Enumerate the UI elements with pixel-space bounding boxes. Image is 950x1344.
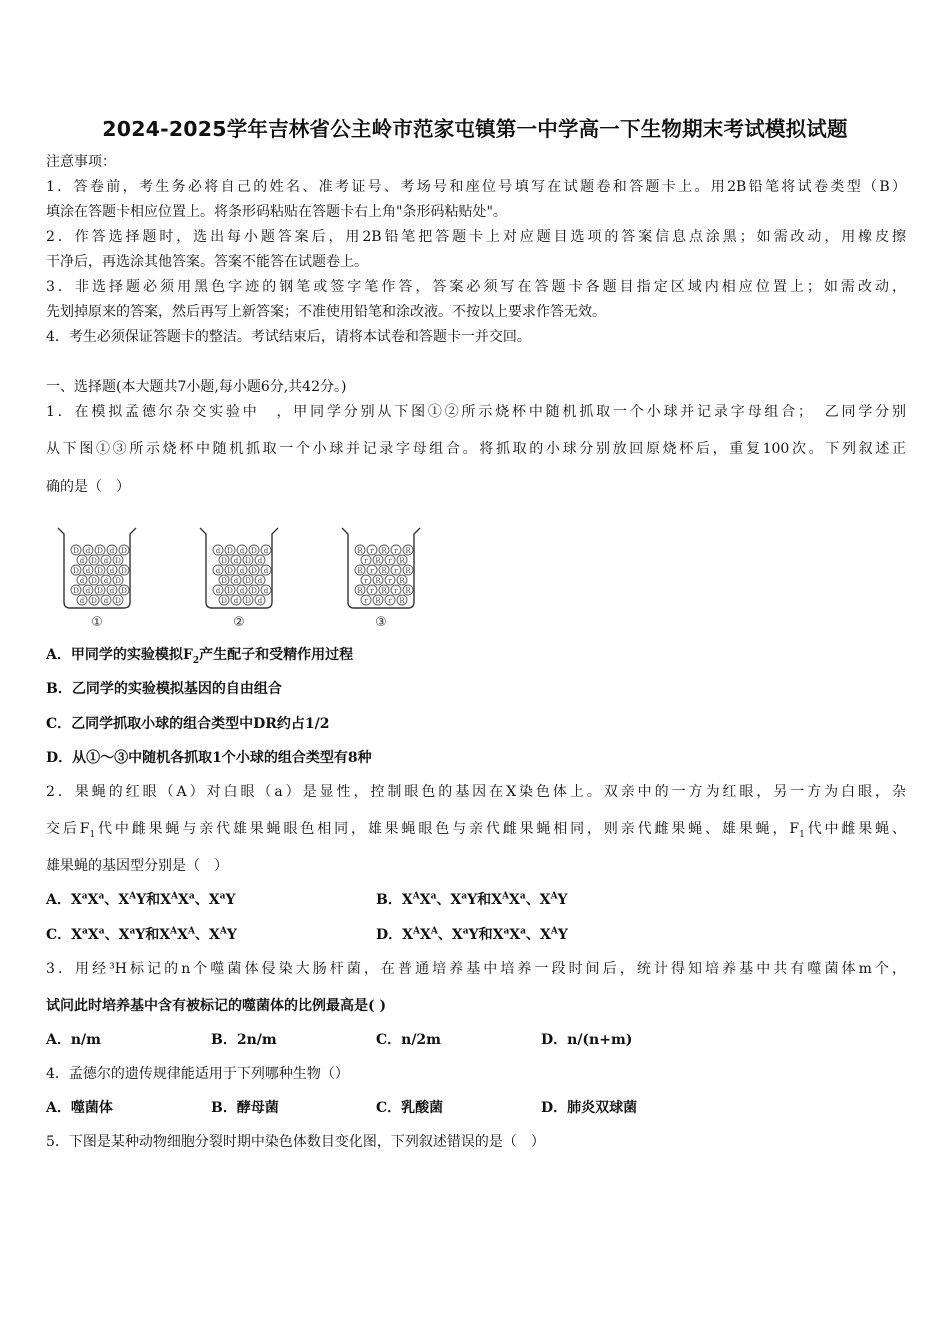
ball-letter: d — [233, 577, 239, 585]
ball-letter: D — [121, 567, 127, 575]
q1-option-d[interactable]: D．从①～③中随机各抓取1个小球的组合类型有8种 — [46, 750, 372, 766]
page-title: 2024-2025学年吉林省公主岭市范家屯镇第一中学高一下生物期末考试模拟试题 — [102, 117, 848, 141]
ball-letter: D — [115, 597, 121, 605]
ball-letter: d — [233, 557, 239, 565]
q2-option-c[interactable]: C．$X^aX^a$、$X^aY$和$X^AX^A$、$X^AY$ — [46, 926, 237, 943]
section-heading: 一、选择题(本大题共7小题,每小题6分,共42分。) — [46, 379, 347, 395]
q3-option-b[interactable]: B．2n/m — [211, 1032, 277, 1048]
ball-letter: R — [357, 567, 363, 575]
q2-stem-line-2: 交后$F_1$代中雌果蝇与亲代雄果蝇眼色相同，雄果蝇眼色与亲代雌果蝇相同，则亲代雌果蝇、雄果蝇，$F_1$代中雌果蝇、 — [46, 821, 906, 840]
ball-letter: d — [79, 557, 85, 565]
q2-stem-line-1: 2．果蝇的红眼（A）对白眼（a）是显性，控制眼色的基因在X染色体上。双亲中的一方为红眼，另一方为白眼，杂 — [46, 784, 906, 800]
q1-option-a[interactable]: A．甲同学的实验模拟$F_2$产生配子和受精作用过程 — [46, 647, 354, 666]
ball-letter: r — [394, 587, 398, 595]
q4-option-c[interactable]: C．乳酸菌 — [376, 1100, 444, 1116]
ball-letter: r — [364, 597, 368, 605]
ball-letter: r — [370, 587, 374, 595]
ball-letter: D — [251, 547, 257, 555]
ball-letter: d — [215, 567, 221, 575]
ball-letter: d — [85, 547, 91, 555]
q5-stem: 5．下图是某种动物细胞分裂时期中染色体数目变化图，下列叙述错误的是（ ） — [46, 1134, 545, 1150]
figure-label-2: ② — [233, 615, 245, 630]
ball-letter: D — [115, 577, 121, 585]
ball-letter: D — [227, 587, 233, 595]
ball-letter: D — [245, 557, 251, 565]
ball-letter: D — [221, 597, 227, 605]
ball-letter: D — [97, 547, 103, 555]
ball-letter: R — [399, 597, 405, 605]
q1-stem-line-2: 从下图①③所示烧杯中随机抓取一个小球并记录字母组合。将抓取的小球分别放回原烧杯后，重复100次。下列叙述正 — [46, 441, 906, 457]
ball-letter: R — [405, 567, 411, 575]
ball-letter: D — [115, 557, 121, 565]
q2-stem-line-3: 雄果蝇的基因型分别是（ ） — [46, 858, 228, 874]
ball-letter: D — [227, 547, 233, 555]
ball-letter: d — [109, 587, 115, 595]
ball-letter: d — [85, 567, 91, 575]
ball-letter: D — [221, 577, 227, 585]
notice-heading: 注意事项： — [46, 154, 116, 170]
ball-letter: d — [263, 547, 269, 555]
ball-letter: r — [388, 577, 392, 585]
ball-letter: d — [257, 577, 263, 585]
q1-stem-line-1: 1．在模拟孟德尔杂交实验中 ，甲同学分别从下图①②所示烧杯中随机抓取一个小球并记录字母组合； 乙同学分别 — [46, 404, 906, 420]
q3-stem-line-2: 试问此时培养基中含有被标记的噬菌体的比例最高是( ) — [46, 998, 387, 1014]
q2-option-d[interactable]: D．$X^AX^A$、$X^aY$和$X^aX^a$、$X^AY$ — [376, 926, 568, 943]
beaker-figure — [50, 520, 450, 632]
ball-letter: D — [73, 567, 79, 575]
q3-option-c[interactable]: C．n/2m — [376, 1032, 441, 1048]
q4-stem: 4．孟德尔的遗传规律能适用于下列哪种生物（） — [46, 1066, 349, 1082]
q2-option-a[interactable]: A．$X^aX^a$、$X^AY$和$X^AX^a$、$X^aY$ — [46, 891, 236, 908]
ball-letter: R — [381, 587, 387, 595]
ball-letter: R — [375, 577, 381, 585]
q1-option-b[interactable]: B．乙同学的实验模拟基因的自由组合 — [46, 681, 282, 697]
ball-letter: r — [388, 597, 392, 605]
ball-letter: R — [357, 587, 363, 595]
ball-letter: r — [394, 547, 398, 555]
ball-letter: d — [109, 547, 115, 555]
ball-letter: d — [257, 557, 263, 565]
figure-label-1: ① — [91, 615, 103, 630]
ball-letter: D — [227, 567, 233, 575]
ball-letter: R — [399, 557, 405, 565]
ball-letter: r — [364, 557, 368, 565]
notice-line-7: 4．考生必须保证答题卡的整洁。考试结束后，请将本试卷和答题卡一并交回。 — [46, 329, 531, 345]
ball-letter: d — [239, 587, 245, 595]
ball-letter: R — [399, 577, 405, 585]
ball-letter: D — [221, 557, 227, 565]
ball-letter: d — [233, 597, 239, 605]
notice-line-3: 2．作答选择题时，选出每小题答案后，用2B铅笔把答题卡上对应题目选项的答案信息点涂黑；如需改动，用橡皮擦 — [46, 229, 906, 245]
notice-line-4: 干净后，再选涂其他答案。答案不能答在试题卷上。 — [46, 254, 368, 270]
ball-letter: d — [263, 567, 269, 575]
notice-line-6: 先划掉原来的答案，然后再写上新答案；不准使用铅笔和涂改液。不按以上要求作答无效。 — [46, 304, 606, 320]
ball-letter: r — [370, 547, 374, 555]
ball-letter: D — [251, 587, 257, 595]
ball-letter: d — [103, 557, 109, 565]
ball-letter: R — [381, 567, 387, 575]
ball-letter: D — [121, 547, 127, 555]
ball-letter: D — [245, 597, 251, 605]
ball-letter: D — [91, 557, 97, 565]
q3-option-a[interactable]: A．n/m — [46, 1032, 101, 1048]
ball-letter: D — [121, 587, 127, 595]
notice-line-1: 1．答卷前，考生务必将自己的姓名、准考证号、考场号和座位号填写在试题卷和答题卡上。用2B铅笔将试卷类型（B） — [46, 179, 906, 195]
ball-letter: d — [215, 587, 221, 595]
figure-label-3: ③ — [375, 615, 387, 630]
q4-option-d[interactable]: D．肺炎双球菌 — [541, 1100, 638, 1116]
ball-letter: d — [109, 567, 115, 575]
q4-option-b[interactable]: B．酵母菌 — [211, 1100, 279, 1116]
ball-letter: D — [245, 577, 251, 585]
notice-line-5: 3．非选择题必须用黑色字迹的钢笔或签字笔作答，答案必须写在答题卡各题目指定区域内相应位置上；如需改动， — [46, 279, 906, 295]
ball-letter: D — [251, 567, 257, 575]
ball-letter: D — [91, 577, 97, 585]
notice-line-2: 填涂在答题卡相应位置上。将条形码粘贴在答题卡右上角"条形码粘贴处"。 — [46, 204, 507, 220]
ball-letter: d — [79, 577, 85, 585]
ball-letter: R — [381, 547, 387, 555]
ball-letter: D — [91, 597, 97, 605]
q2-option-b[interactable]: B．$X^AX^a$、$X^aY$和$X^AX^a$、$X^AY$ — [376, 891, 568, 908]
ball-letter: R — [405, 587, 411, 595]
ball-letter: d — [85, 587, 91, 595]
ball-letter: d — [79, 597, 85, 605]
ball-letter: d — [257, 597, 263, 605]
q3-option-d[interactable]: D．n/(n+m) — [541, 1032, 633, 1048]
ball-letter: D — [97, 587, 103, 595]
ball-letter: D — [73, 547, 79, 555]
q4-option-a[interactable]: A．噬菌体 — [46, 1100, 113, 1116]
ball-letter: R — [375, 597, 381, 605]
q1-option-c[interactable]: C．乙同学抓取小球的组合类型中DR约占1/2 — [46, 716, 330, 732]
ball-letter: d — [103, 577, 109, 585]
ball-letter: d — [103, 597, 109, 605]
ball-letter: d — [215, 547, 221, 555]
ball-letter: D — [97, 567, 103, 575]
ball-letter: d — [239, 567, 245, 575]
ball-letter: D — [73, 587, 79, 595]
ball-letter: R — [405, 547, 411, 555]
ball-letter: R — [375, 557, 381, 565]
ball-letter: r — [370, 567, 374, 575]
q1-stem-line-3: 确的是（ ） — [46, 479, 130, 495]
ball-letter: d — [239, 547, 245, 555]
ball-letter: d — [263, 587, 269, 595]
ball-letter: R — [357, 547, 363, 555]
q3-stem-line-1: 3．用经³H标记的n个噬菌体侵染大肠杆菌，在普通培养基中培养一段时间后，统计得知培养基中共有噬菌体m个， — [46, 961, 906, 977]
ball-letter: r — [388, 557, 392, 565]
ball-letter: r — [364, 577, 368, 585]
ball-letter: r — [394, 567, 398, 575]
